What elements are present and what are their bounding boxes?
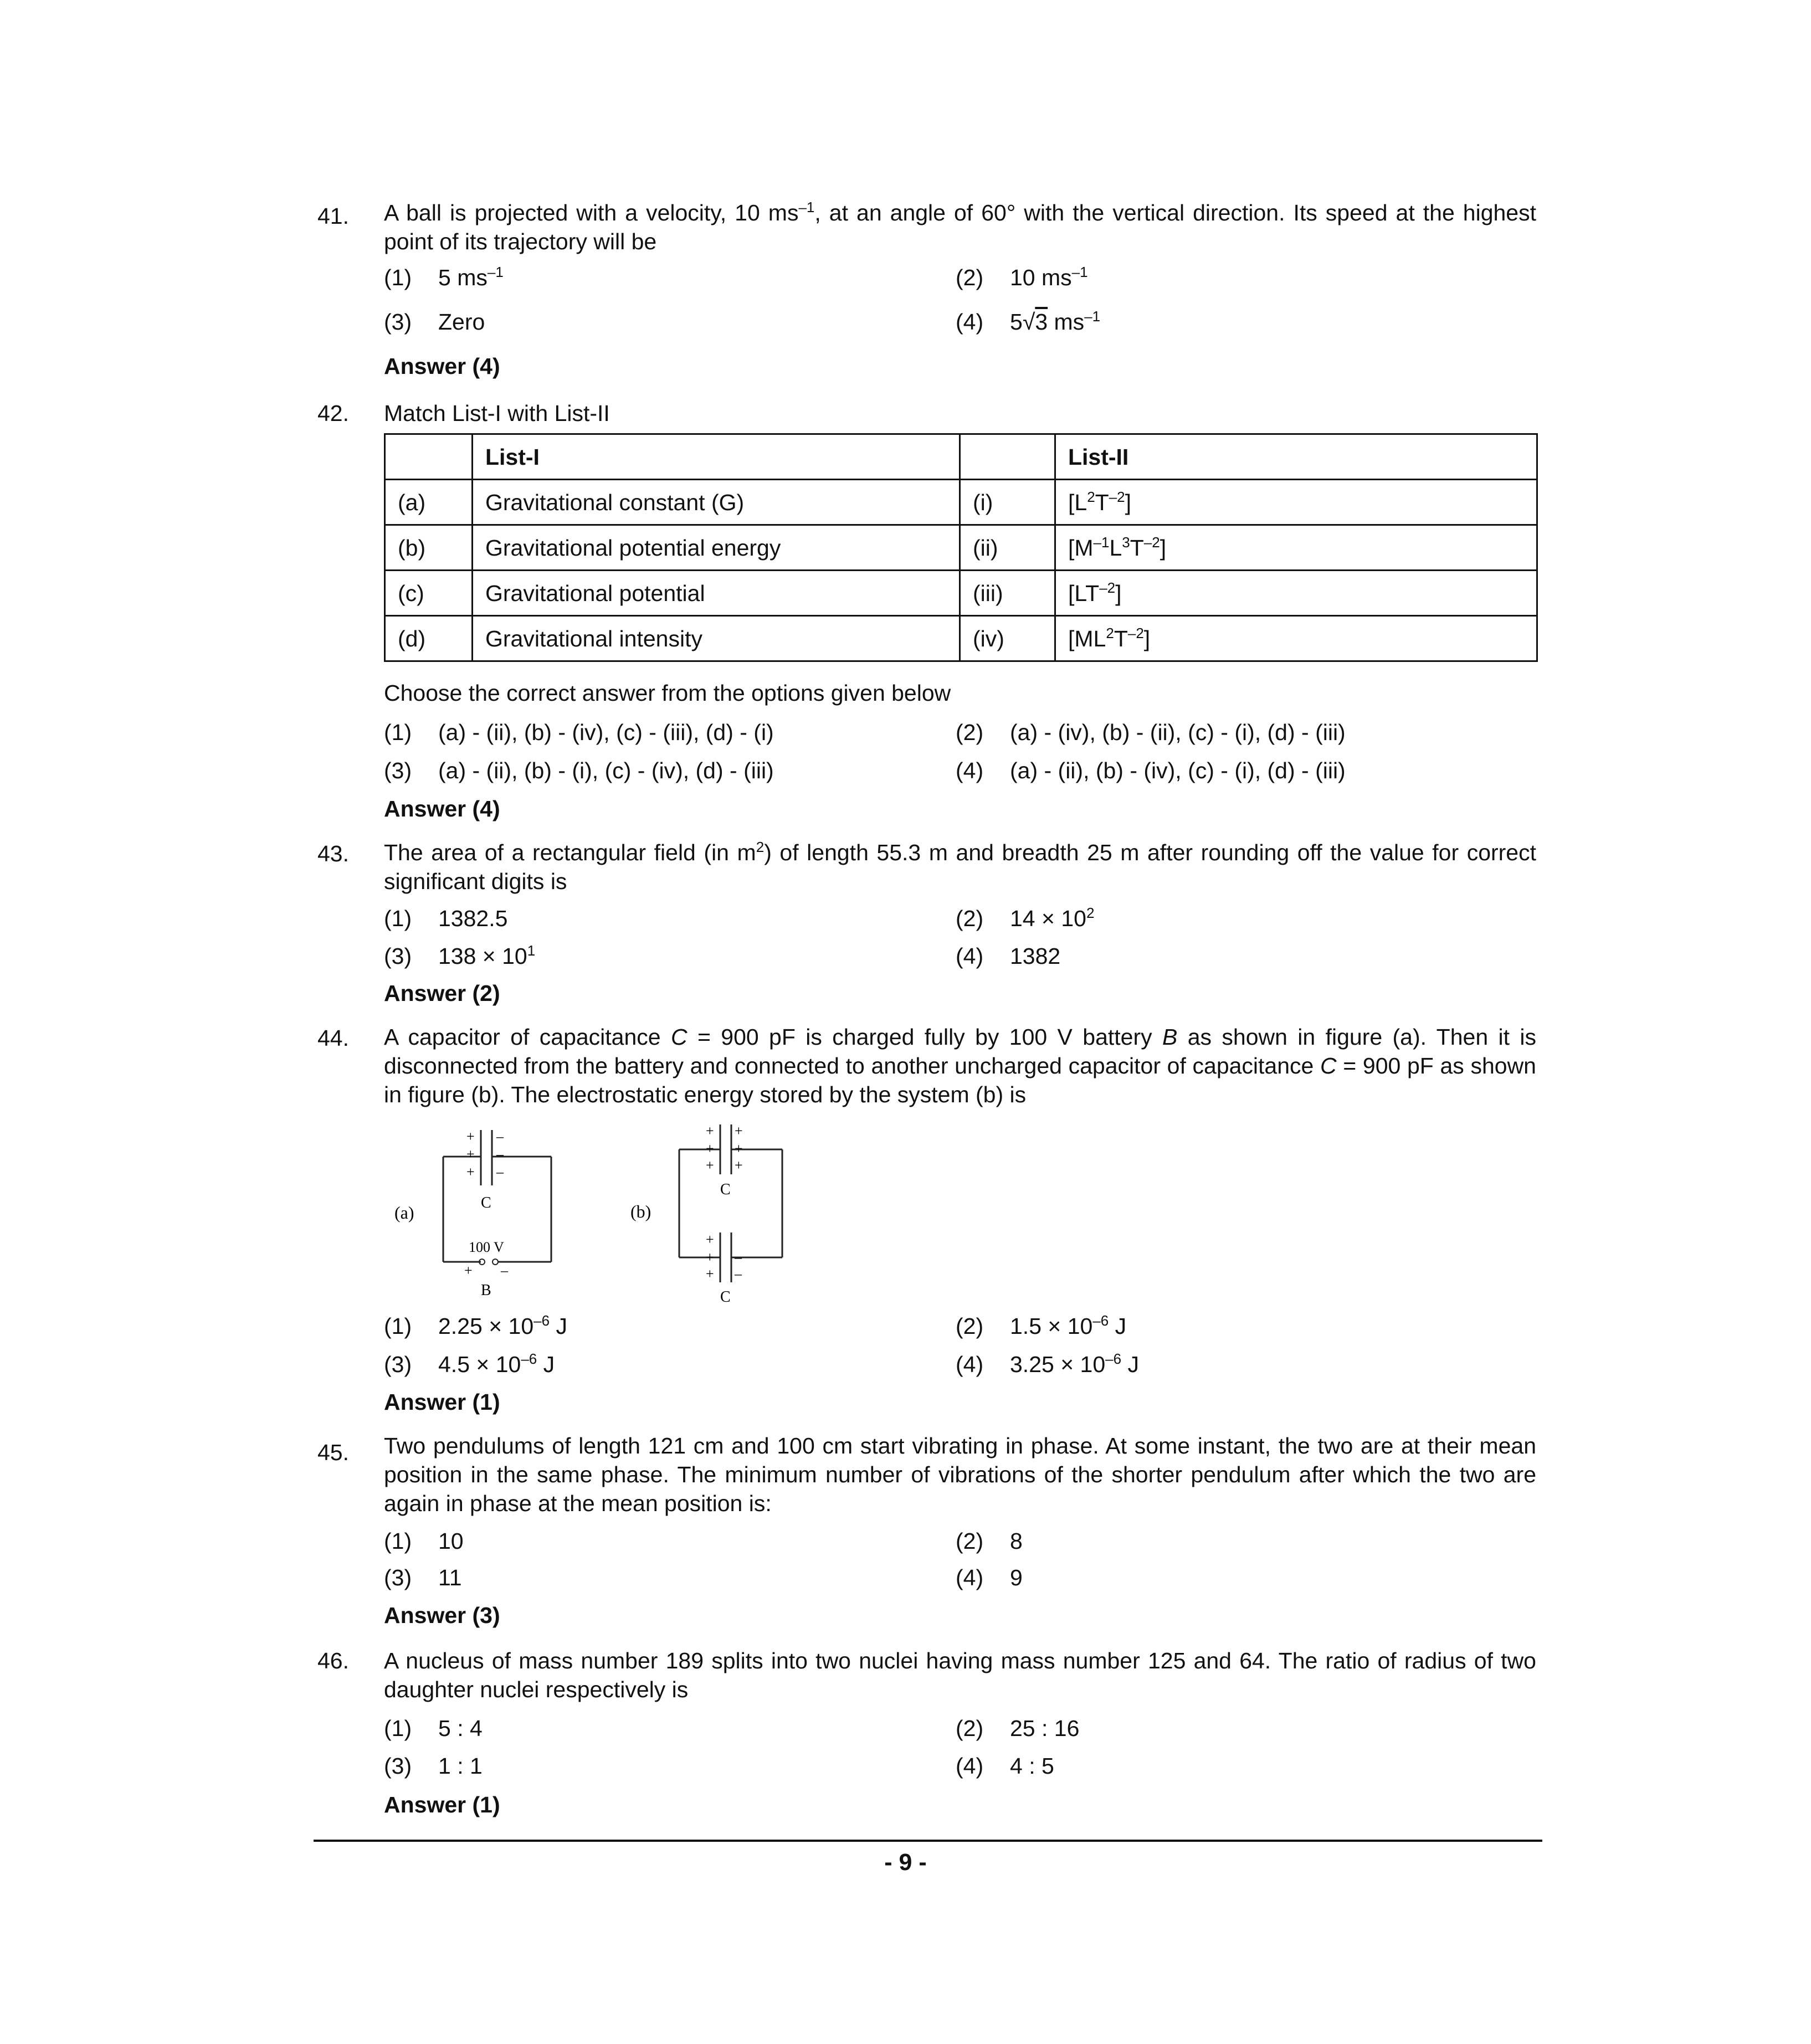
- plus-sign: +: [464, 1262, 473, 1278]
- plus-sign: +: [735, 1141, 743, 1157]
- table-row: [385, 480, 1537, 525]
- header-list-2: List-II: [1055, 434, 1537, 480]
- header-cell: [385, 434, 473, 480]
- option-1: (1) 5 : 4: [384, 1716, 483, 1741]
- question-number: 41.: [317, 203, 349, 229]
- list-2-item: $[ML^2T^{-2}]$: [1055, 616, 1537, 661]
- match-table: [384, 433, 1538, 662]
- question-text: The area of a rectangular field (in $m^2$) of length 55.3 m and breadth 25 m after rounding off the value for correct significant digits is: [384, 839, 1537, 894]
- option-3: (3) $138 \times 10^1$: [384, 942, 536, 969]
- circuit-diagram-b: [625, 1119, 802, 1307]
- option-2: (2) (a) - (iv), (b) - (ii), (c) - (i), (d) - (iii): [956, 720, 1346, 745]
- minus-sign: –: [496, 1164, 504, 1180]
- list-1-item: Gravitational potential energy: [473, 525, 960, 571]
- option-3: (3) 11: [384, 1565, 462, 1590]
- plus-sign: +: [466, 1128, 475, 1144]
- table-row: [385, 616, 1537, 661]
- option-3: (3) (a) - (ii), (b) - (i), (c) - (iv), (d) - (iii): [384, 758, 774, 783]
- plus-sign: +: [706, 1231, 714, 1247]
- question-number: 42.: [317, 400, 349, 426]
- row-label: (iv): [960, 616, 1055, 661]
- table-header-row: [385, 434, 1537, 480]
- option-3: (3) 1 : 1: [384, 1753, 483, 1779]
- option-2: (2) 25 : 16: [956, 1716, 1080, 1741]
- footer-divider: [314, 1840, 1542, 1842]
- row-label: (a): [385, 480, 473, 525]
- plus-sign: +: [466, 1164, 475, 1180]
- row-label: (i): [960, 480, 1055, 525]
- question-text: A nucleus of mass number 189 splits into two nuclei having mass number 125 and 64. The ratio of radius of two daughter nuclei respectively is: [384, 1648, 1536, 1702]
- capacitor-label: C: [720, 1288, 731, 1306]
- option-1: (1) 5 $ms^{-1}$: [384, 264, 504, 290]
- plus-sign: +: [735, 1157, 743, 1173]
- question-number: 44.: [317, 1025, 349, 1051]
- capacitor-label: C: [481, 1194, 491, 1211]
- option-2: (2) 10 $ms^{-1}$: [956, 264, 1088, 290]
- answer: Answer (1): [384, 1792, 500, 1817]
- option-2: (2) $1.5 \times 10^{-6}$ J: [956, 1312, 1127, 1339]
- option-3: (3) $4.5 \times 10^{-6}$ J: [384, 1350, 555, 1377]
- option-2: (2) $14 \times 10^2$: [956, 905, 1095, 931]
- answer: Answer (2): [384, 980, 500, 1006]
- minus-sign: –: [735, 1266, 742, 1282]
- table-row: [385, 525, 1537, 571]
- question-text: A capacitor of capacitance C = 900 pF is charged fully by 100 V battery B as shown in figure (a). Then it is disconnected from the battery and connected to another uncharged capacitor of capacitance C = 900 pF as shown in figure (b). The electrostatic energy stored by the system (b) is: [384, 1024, 1536, 1107]
- battery-label: B: [481, 1282, 491, 1299]
- option-3: (3) Zero: [384, 309, 485, 335]
- plus-sign: +: [706, 1141, 714, 1157]
- option-4: (4) (a) - (ii), (b) - (iv), (c) - (i), (d) - (iii): [956, 758, 1346, 783]
- row-label: (c): [385, 571, 473, 616]
- plus-sign: +: [466, 1146, 475, 1162]
- question-number: 46.: [317, 1648, 349, 1673]
- option-1: (1) (a) - (ii), (b) - (iv), (c) - (iii), (d) - (i): [384, 720, 774, 745]
- question-number: 43.: [317, 841, 349, 866]
- table-row: [385, 571, 1537, 616]
- circuit-diagram-a: [388, 1119, 571, 1302]
- answer: Answer (4): [384, 353, 500, 379]
- row-label: (ii): [960, 525, 1055, 571]
- question-text: A ball is projected with a velocity, 10 $ms^{-1}$, at an angle of 60° with the vertical direction. Its speed at the highest point of its trajectory will be: [384, 199, 1537, 254]
- list-1-item: Gravitational intensity: [473, 616, 960, 661]
- option-4: (4) 9: [956, 1565, 1023, 1590]
- list-2-item: $[M^{-1}L^3T^{-2}]$: [1055, 525, 1537, 571]
- figure-label: (a): [394, 1203, 414, 1223]
- question-text: Two pendulums of length 121 cm and 100 cm start vibrating in phase. At some instant, the two are at their mean position in the same phase. The minimum number of vibrations of the shorter pendulum after which the two are again in phase at the mean position is:: [384, 1433, 1536, 1516]
- answer: Answer (1): [384, 1389, 500, 1415]
- plus-sign: +: [706, 1157, 714, 1173]
- minus-sign: –: [501, 1262, 508, 1278]
- answer: Answer (4): [384, 796, 500, 821]
- option-4: (4) 5√3 $ms^{-1}$: [956, 308, 1101, 335]
- question-number: 45.: [317, 1440, 349, 1465]
- header-cell: [960, 434, 1055, 480]
- question-text: Match List-I with List-II: [384, 400, 610, 426]
- row-label: (iii): [960, 571, 1055, 616]
- list-1-item: Gravitational potential: [473, 571, 960, 616]
- plus-sign: +: [706, 1266, 714, 1282]
- row-label: (d): [385, 616, 473, 661]
- instruction-text: Choose the correct answer from the options given below: [384, 680, 951, 706]
- option-4: (4) $3.25 \times 10^{-6}$ J: [956, 1350, 1139, 1377]
- battery-terminal: [492, 1259, 498, 1265]
- figure-a: [388, 1119, 571, 1308]
- option-2: (2) 8: [956, 1528, 1023, 1554]
- plus-sign: +: [735, 1123, 743, 1139]
- row-label: (b): [385, 525, 473, 571]
- battery-value: 100 V: [469, 1239, 504, 1255]
- option-1: (1) 1382.5: [384, 906, 508, 931]
- figure-b: [625, 1119, 802, 1314]
- minus-sign: –: [496, 1146, 504, 1162]
- plus-sign: +: [706, 1249, 714, 1265]
- option-4: (4) 4 : 5: [956, 1753, 1054, 1779]
- answer: Answer (3): [384, 1603, 500, 1628]
- header-list-1: List-I: [473, 434, 960, 480]
- option-4: (4) 1382: [956, 943, 1061, 969]
- list-1-item: Gravitational constant (G): [473, 480, 960, 525]
- figure-label: (b): [630, 1201, 651, 1221]
- list-2-item: $[L^2T^{-2}]$: [1055, 480, 1537, 525]
- option-1: (1) 10: [384, 1528, 464, 1554]
- capacitor-label: C: [720, 1181, 731, 1198]
- page-number: - 9 -: [884, 1849, 927, 1876]
- plus-sign: +: [706, 1123, 714, 1139]
- minus-sign: –: [496, 1128, 504, 1144]
- minus-sign: –: [735, 1249, 742, 1265]
- option-1: (1) $2.25 \times 10^{-6}$ J: [384, 1312, 567, 1339]
- list-2-item: $[LT^{-2}]$: [1055, 571, 1537, 616]
